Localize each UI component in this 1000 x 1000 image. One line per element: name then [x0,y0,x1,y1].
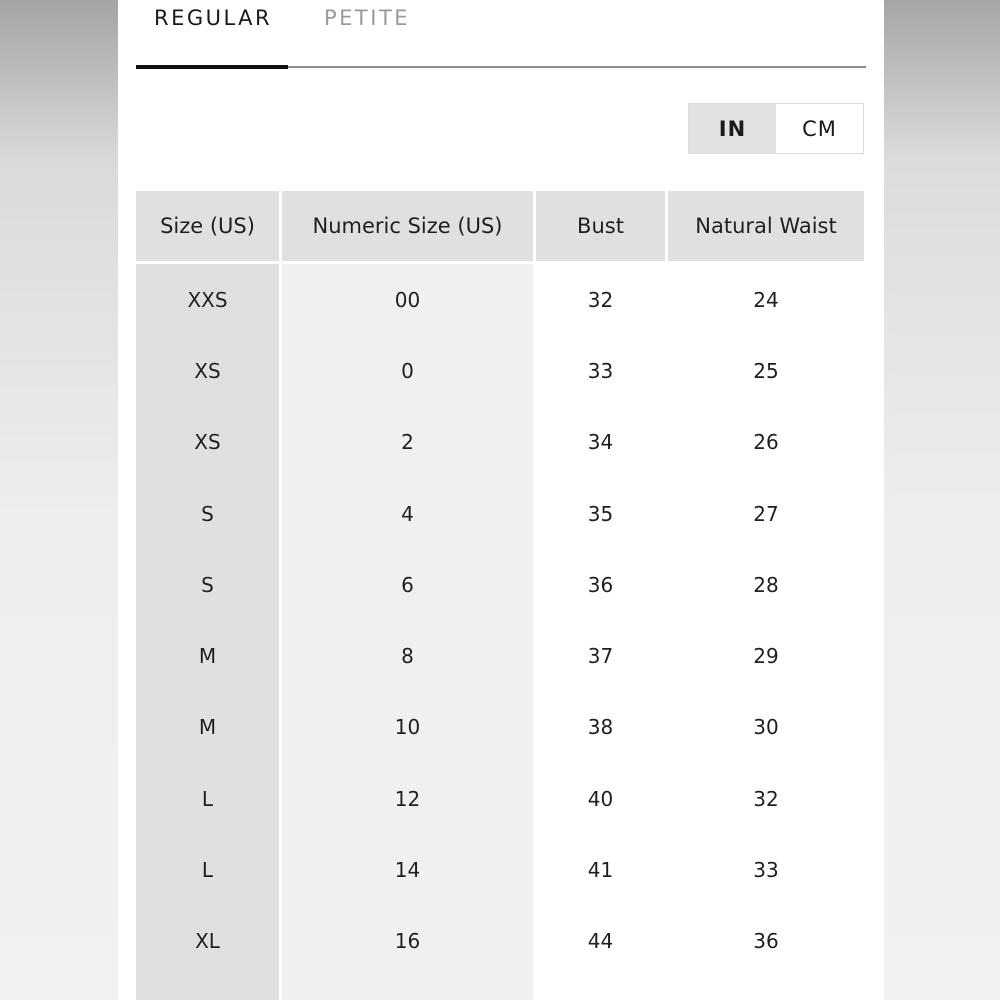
background-left [0,0,120,1000]
tab-regular[interactable]: REGULAR [154,6,273,30]
cell-bust: 36 [536,549,668,620]
table-row [136,906,864,977]
cell-numeric-size: 6 [282,549,536,620]
unit-in-button[interactable]: IN [689,104,776,153]
cell-numeric-size: 00 [282,261,536,335]
cell-numeric-size: 0 [282,335,536,406]
cell-numeric-size: 8 [282,620,536,691]
cell-numeric-size: 2 [282,407,536,478]
cell-size: S [136,478,282,549]
cell-numeric-size: 10 [282,692,536,763]
header-natural-waist: Natural Waist [668,191,864,261]
cell-bust: 33 [536,335,668,406]
table-row [136,549,864,620]
cell-bust: 44 [536,906,668,977]
cell-natural-waist: 32 [668,763,864,834]
background-right [884,0,1000,1000]
cell-numeric-size: 16 [282,906,536,977]
cell-natural-waist: 33 [668,834,864,905]
cell-numeric-size: 4 [282,478,536,549]
table-row [136,261,864,335]
cell-bust: 35 [536,478,668,549]
cell-size: L [136,763,282,834]
header-size-us: Size (US) [136,191,282,261]
filler-cell [282,977,536,1000]
header-bust: Bust [536,191,668,261]
cell-natural-waist: 29 [668,620,864,691]
cell-size: XS [136,407,282,478]
table-row [136,692,864,763]
filler-cell [536,977,668,1000]
table-body [136,261,864,1000]
table-row [136,763,864,834]
cell-size: L [136,834,282,905]
table-row [136,834,864,905]
cell-bust: 38 [536,692,668,763]
cell-natural-waist: 26 [668,407,864,478]
cell-size: XL [136,906,282,977]
cell-numeric-size: 12 [282,763,536,834]
cell-bust: 34 [536,407,668,478]
cell-size: XS [136,335,282,406]
table-filler-row [136,977,864,1000]
filler-cell [668,977,864,1000]
cell-bust: 37 [536,620,668,691]
cell-natural-waist: 28 [668,549,864,620]
cell-size: M [136,692,282,763]
tab-petite[interactable]: PETITE [324,6,411,30]
cell-numeric-size: 14 [282,834,536,905]
filler-cell [136,977,282,1000]
cell-natural-waist: 27 [668,478,864,549]
table-row [136,478,864,549]
table-row [136,620,864,691]
cell-bust: 32 [536,261,668,335]
header-numeric-size: Numeric Size (US) [282,191,536,261]
cell-natural-waist: 24 [668,261,864,335]
fit-tabs [136,0,866,68]
size-chart-panel [118,0,884,1000]
cell-natural-waist: 25 [668,335,864,406]
table-row [136,335,864,406]
table-header-row [136,191,864,261]
cell-size: XXS [136,261,282,335]
cell-natural-waist: 36 [668,906,864,977]
table-row [136,407,864,478]
cell-size: S [136,549,282,620]
unit-cm-button[interactable]: CM [776,104,863,153]
cell-bust: 41 [536,834,668,905]
cell-natural-waist: 30 [668,692,864,763]
active-tab-indicator [136,65,288,69]
cell-bust: 40 [536,763,668,834]
cell-size: M [136,620,282,691]
size-chart-table [136,191,864,1000]
unit-toggle [688,103,864,154]
